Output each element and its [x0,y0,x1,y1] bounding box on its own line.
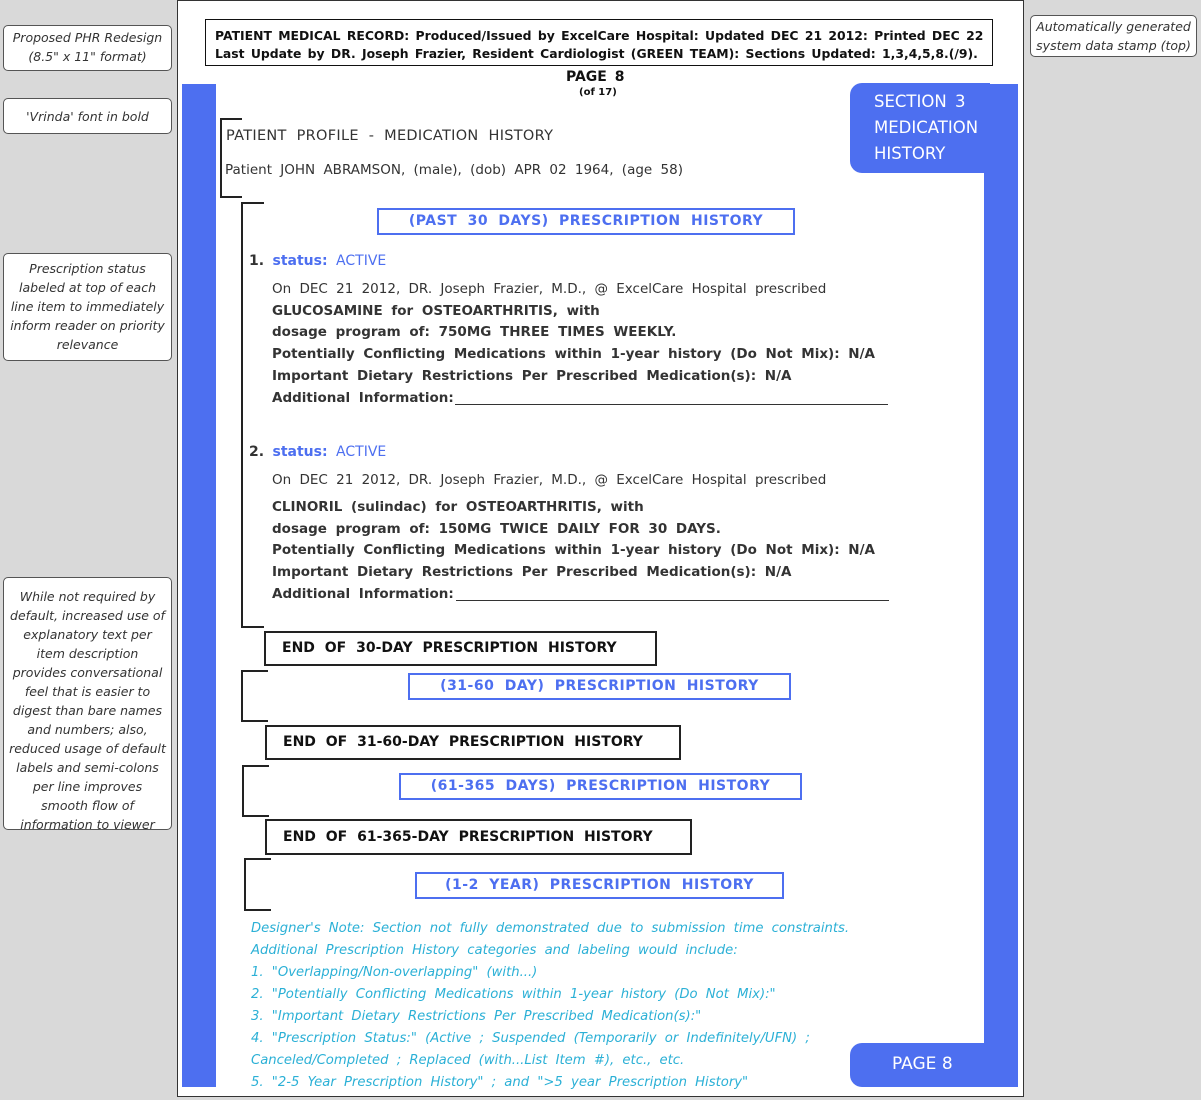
end-30-day-box: END OF 30-DAY PRESCRIPTION HISTORY [264,631,657,666]
system-data-stamp [205,19,993,66]
item-2-status-row [249,444,386,460]
designer-note-line-6: 4. "Prescription Status:" (Active ; Suspended (Temporarily or Indefinitely/UFN) ; [251,1031,810,1046]
profile-title: PATIENT PROFILE - MEDICATION HISTORY [226,128,554,144]
bracket-31-60-day [241,670,268,722]
bracket-61-365-day [242,765,269,817]
designer-note-line-1: Designer's Note: Section not fully demonstrated due to submission time constraints. [251,921,850,936]
item-2-status-label: status: [272,444,328,460]
page-number: PAGE 8 [566,69,625,85]
item-2-number: 2. [249,444,265,460]
item-2-additional-label: Additional Information: [272,586,454,602]
item-1-number: 1. [249,253,265,269]
item-1-prescribed: On DEC 21 2012, DR. Joseph Frazier, M.D., @ ExcelCare Hospital prescribed [272,281,827,297]
bracket-1-2-year [244,858,271,911]
end-61-365-day-box: END OF 61-365-DAY PRESCRIPTION HISTORY [265,819,692,855]
item-1-diet: Important Dietary Restrictions Per Prescribed Medication(s): N/A [272,368,792,384]
header-61-365-days: (61-365 DAYS) PRESCRIPTION HISTORY [399,773,802,800]
document-page [177,0,1024,1097]
designer-note-line-2: Additional Prescription History categories and labeling would include: [251,943,738,958]
item-2-drug: CLINORIL (sulindac) for OSTEOARTHRITIS, with [272,499,644,515]
item-2-conflicts: Potentially Conflicting Medications within 1-year history (Do Not Mix): N/A [272,542,875,558]
header-31-60-day: (31-60 DAY) PRESCRIPTION HISTORY [408,673,791,700]
annotation-redesign: Proposed PHR Redesign (8.5" x 11" format) [3,25,172,71]
designer-note-line-8: 5. "2-5 Year Prescription History" ; and ">5 year Prescription History" [251,1075,749,1090]
item-2-prescribed: On DEC 21 2012, DR. Joseph Frazier, M.D., @ ExcelCare Hospital prescribed [272,472,827,488]
item-2-status-value: ACTIVE [336,444,387,460]
designer-note-line-7: Canceled/Completed ; Replaced (with...List Item #), etc., etc. [251,1053,685,1068]
item-1-status-value: ACTIVE [336,253,387,269]
annotation-stamp: Automatically generated system data stamp (top) [1030,15,1197,57]
page-of: (of 17) [579,87,617,98]
designer-note-line-4: 2. "Potentially Conflicting Medications within 1-year history (Do Not Mix):" [251,987,776,1002]
section-tab-line-2: MEDICATION [874,118,979,137]
item-1-status-row [249,253,386,269]
item-2-diet: Important Dietary Restrictions Per Prescribed Medication(s): N/A [272,564,792,580]
item-2-dosage: dosage program of: 150MG TWICE DAILY FOR 30 DAYS. [272,521,721,537]
item-1-additional-field[interactable] [455,404,888,405]
designer-note-line-5: 3. "Important Dietary Restrictions Per Prescribed Medication(s):" [251,1009,702,1024]
right-blue-bar [984,84,1018,1087]
header-1-2-year: (1-2 YEAR) PRESCRIPTION HISTORY [415,872,784,899]
item-1-status-label: status: [272,253,328,269]
item-1-additional-label: Additional Information: [272,390,454,406]
section-tab-line-1: SECTION 3 [874,92,966,111]
annotation-status: Prescription status labeled at top of each line item to immediately inform reader on priority relevance [3,253,172,361]
section-tab-line-3: HISTORY [874,144,946,163]
item-1-dosage: dosage program of: 750MG THREE TIMES WEEKLY. [272,324,677,340]
item-1-drug: GLUCOSAMINE for OSTEOARTHRITIS, with [272,303,600,319]
item-2-additional-field[interactable] [456,600,889,601]
header-past-30-days: (PAST 30 DAYS) PRESCRIPTION HISTORY [377,208,795,235]
section-tab [850,83,990,173]
left-blue-bar [182,84,216,1087]
page-tab: PAGE 8 [850,1043,990,1087]
end-31-60-day-box: END OF 31-60-DAY PRESCRIPTION HISTORY [265,725,681,760]
annotation-explanatory: While not required by default, increased use of explanatory text per item description provides conversational feel that is easier to digest than bare names and numbers; also, reduced usage of default labels and semi-colons per line improves smooth flow of information to viewer [3,577,172,830]
item-1-conflicts: Potentially Conflicting Medications within 1-year history (Do Not Mix): N/A [272,346,875,362]
designer-note-line-3: 1. "Overlapping/Non-overlapping" (with...) [251,965,538,980]
patient-info: Patient JOHN ABRAMSON, (male), (dob) APR 02 1964, (age 58) [225,162,683,178]
annotation-font: 'Vrinda' font in bold [3,98,172,134]
stamp-line-1: PATIENT MEDICAL RECORD: Produced/Issued by ExcelCare Hospital: Updated DEC 21 2012: Printed DEC 22 [215,28,984,43]
stamp-line-2: Last Update by DR. Joseph Frazier, Resident Cardiologist (GREEN TEAM): Sections Updated: 1,3,4,5,8.(/9). [215,46,978,61]
